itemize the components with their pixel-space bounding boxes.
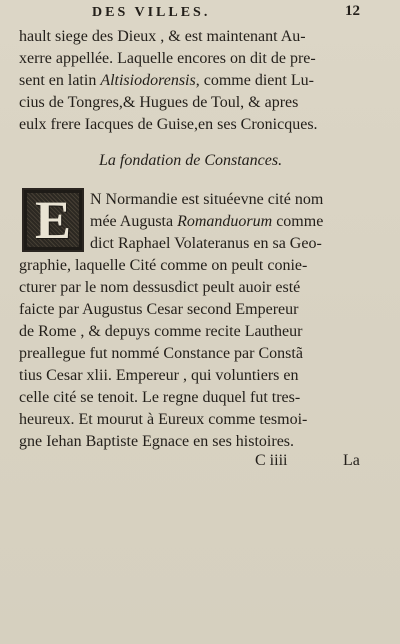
text-line: cius de Tongres,& Hugues de Toul, & apres <box>19 94 299 111</box>
folio-number: 12 <box>345 3 360 19</box>
text-line: tius Cesar xlii. Empereur , qui voluntiers en <box>19 367 299 384</box>
text-segment: , comme dient Lu- <box>195 72 314 89</box>
decorated-initial <box>22 188 84 252</box>
text-line <box>90 212 323 232</box>
text-line: eulx frere Iacques de Guise,en ses Cronicques. <box>19 116 318 133</box>
text-line: graphie, laquelle Cité comme on peult conie- <box>19 257 308 274</box>
italic-term: Altisiodorensis <box>100 72 196 89</box>
text-segment: sent en latin <box>19 72 101 89</box>
text-segment: mée Augusta <box>90 213 178 230</box>
text-segment: comme <box>272 213 324 230</box>
signature-mark: C iiii <box>255 452 288 469</box>
running-head: DES VILLES. <box>92 5 211 20</box>
text-line: preallegue fut nommé Constance par Constã <box>19 345 303 362</box>
text-line: hault siege des Dieux , & est maintenant Au- <box>19 28 306 45</box>
text-line: N Normandie est situéevne cité nom <box>90 191 324 208</box>
text-line: dict Raphael Volateranus en sa Geo- <box>90 235 322 252</box>
text-line <box>19 71 314 91</box>
text-line: faicte par Augustus Cesar second Empereur <box>19 301 299 318</box>
text-line: xerre appellée. Laquelle encores on dit de pre- <box>19 50 316 67</box>
catchword: La <box>343 452 360 469</box>
text-line: celle cité se tenoit. Le regne duquel fut tres- <box>19 389 301 406</box>
text-line: cturer par le nom dessusdict peult auoir esté <box>19 279 301 296</box>
initial-letter: E <box>34 190 72 250</box>
section-heading: La fondation de Constances. <box>99 152 283 169</box>
text-line: de Rome , & depuys comme recite Lautheur <box>19 323 303 340</box>
text-line: heureux. Et mourut à Eureux comme tesmoi- <box>19 411 308 428</box>
text-line: gne Iehan Baptiste Egnace en ses histoires. <box>19 433 295 450</box>
italic-term: Romanduorum <box>177 213 273 230</box>
